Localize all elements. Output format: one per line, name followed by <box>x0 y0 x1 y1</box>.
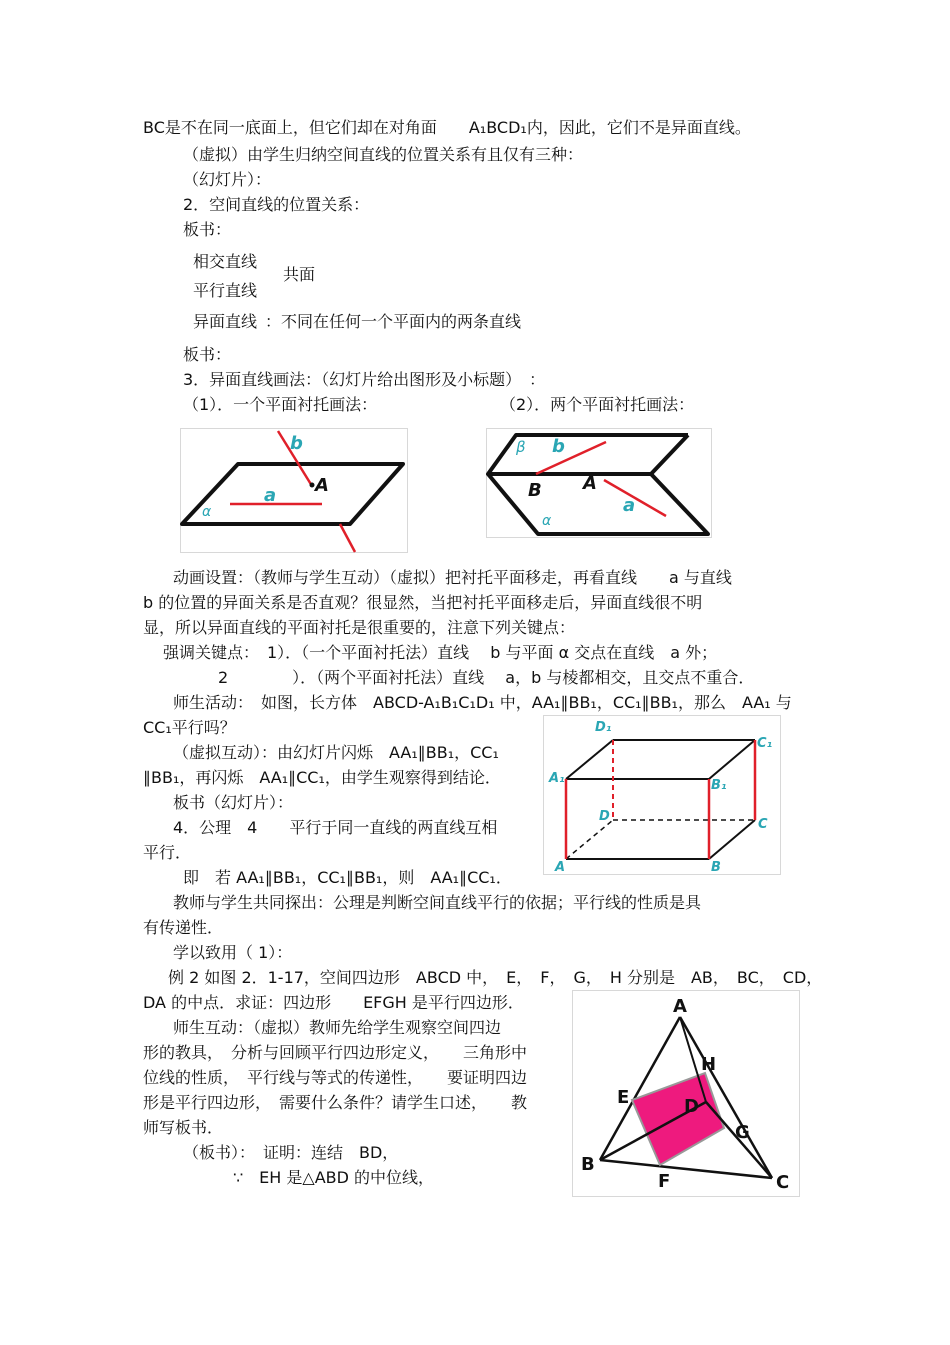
label-a1: A₁ <box>549 771 565 786</box>
label-c1: C₁ <box>757 736 773 751</box>
label-a: A <box>673 996 687 1017</box>
label-point-a: A <box>315 475 329 496</box>
caption-two-planes: （2）．两个平面衬托画法： <box>500 395 695 414</box>
label-a: a <box>623 495 636 516</box>
text-line: 教师与学生共同探出：公理是判断空间直线平行的依据；平行线的性质是具 <box>173 893 702 912</box>
quadrilateral-efgh <box>632 1073 724 1165</box>
label-d1: D₁ <box>595 720 612 735</box>
label-alpha: α <box>202 504 212 520</box>
text-line: 形的教具， 分析与回顾平行四边形定义， 三角形中 <box>143 1043 528 1062</box>
text-line: 板书： <box>183 345 232 364</box>
text-line: 平行． <box>143 843 192 862</box>
caption-one-plane: （1）．一个平面衬托画法： <box>183 395 378 414</box>
text-line: 显，所以异面直线的平面衬托是很重要的，注意下列关键点： <box>143 618 576 637</box>
text-line: 2 ）．（两个平面衬托法）直线 a，b 与棱都相交，且交点不重合． <box>218 668 755 687</box>
text-line: 3．异面直线画法：（幻灯片给出图形及小标题） ： <box>183 370 546 389</box>
label-f: F <box>658 1171 671 1192</box>
figure-one-plane <box>180 428 408 553</box>
text-line: 位线的性质， 平行线与等式的传递性， 要证明四边 <box>143 1068 528 1087</box>
text-line: （虚拟）由学生归纳空间直线的位置关系有且仅有三种： <box>183 145 584 164</box>
text-line: 动画设置：（教师与学生互动）（虚拟）把衬托平面移走，再看直线 a 与直线 <box>173 568 732 587</box>
text-line: 4．公理 4 平行于同一直线的两直线互相 <box>173 818 498 837</box>
figure-cuboid <box>543 715 781 875</box>
text-line: 师生互动：（虚拟）教师先给学生观察空间四边 <box>173 1018 502 1037</box>
text-line: BC是不在同一底面上，但它们却在对角面 A₁BCD₁内，因此，它们不是异面直线。 <box>143 118 751 137</box>
text-line: 形是平行四边形， 需要什么条件？请学生口述， 教 <box>143 1093 528 1112</box>
line-b-lower <box>340 524 355 552</box>
plane-alpha <box>488 474 708 534</box>
label-point-b: B <box>528 480 542 501</box>
text-line: DA 的中点．求证：四边形 EFGH 是平行四边形． <box>143 993 524 1012</box>
text-line: ∵ EH 是△ABD 的中位线， <box>233 1168 435 1187</box>
figure-spatial-quadrilateral <box>572 990 800 1197</box>
text-line: b 的位置的异面关系是否直观？很显然，当把衬托平面移走后，异面直线很不明 <box>143 593 703 612</box>
plane-alpha <box>182 464 403 524</box>
label-alpha: α <box>542 513 552 529</box>
text-line: 板书（幻灯片）： <box>173 793 294 812</box>
label-e: E <box>617 1087 630 1108</box>
label-h: H <box>701 1054 717 1075</box>
label-a: a <box>264 485 277 506</box>
relation-parallel: 平行直线 <box>193 281 258 300</box>
label-b1: B₁ <box>711 778 727 793</box>
relation-coplanar: 共面 <box>283 265 316 284</box>
text-line: 即 若 AA₁∥BB₁，CC₁∥BB₁，则 AA₁∥CC₁． <box>183 868 512 887</box>
figure-two-planes <box>486 428 712 538</box>
label-d: D <box>599 809 610 824</box>
text-line: （板书）： 证明：连结 BD， <box>183 1143 399 1162</box>
text-line: 师生活动： 如图，长方体 ABCD-A₁B₁C₁D₁ 中，AA₁∥BB₁，CC₁∥BB₁，那么 AA₁ 与 <box>173 693 792 712</box>
label-c: C <box>758 817 768 832</box>
label-c: C <box>776 1172 790 1193</box>
text-line: 学以致用（ 1）： <box>173 943 293 962</box>
label-b: B <box>581 1154 595 1175</box>
label-beta: β <box>516 438 526 456</box>
label-b: B <box>711 860 721 875</box>
label-g: G <box>735 1122 750 1143</box>
text-line: 师写板书． <box>143 1118 224 1137</box>
relation-skew-definition: ：不同在任何一个平面内的两条直线 <box>265 312 522 331</box>
text-line: （虚拟互动）：由幻灯片闪烁 AA₁∥BB₁，CC₁ <box>173 743 499 762</box>
text-line: CC₁平行吗？ <box>143 718 236 737</box>
point-a <box>310 483 315 488</box>
label-point-a: A <box>583 473 597 494</box>
line-b <box>536 442 606 474</box>
text-line: 板书： <box>183 220 232 239</box>
text-line: 强调关键点： 1）．（一个平面衬托法）直线 b 与平面 α 交点在直线 a 外； <box>163 643 718 662</box>
text-line: （幻灯片）： <box>183 170 272 189</box>
text-line: 2．空间直线的位置关系： <box>183 195 370 214</box>
text-line: 有传递性． <box>143 918 224 937</box>
relation-intersecting: 相交直线 <box>193 252 258 271</box>
label-a: A <box>555 860 566 875</box>
text-line: 例 2 如图 2．1-17，空间四边形 ABCD 中， E， F， G， H 分别是 AB， BC， CD， <box>168 968 823 987</box>
relation-skew: 异面直线 <box>193 312 258 331</box>
label-b: b <box>552 436 565 457</box>
label-b: b <box>290 433 303 454</box>
label-d: D <box>684 1096 699 1117</box>
text-line: ∥BB₁，再闪烁 AA₁∥CC₁，由学生观察得到结论． <box>143 768 501 787</box>
